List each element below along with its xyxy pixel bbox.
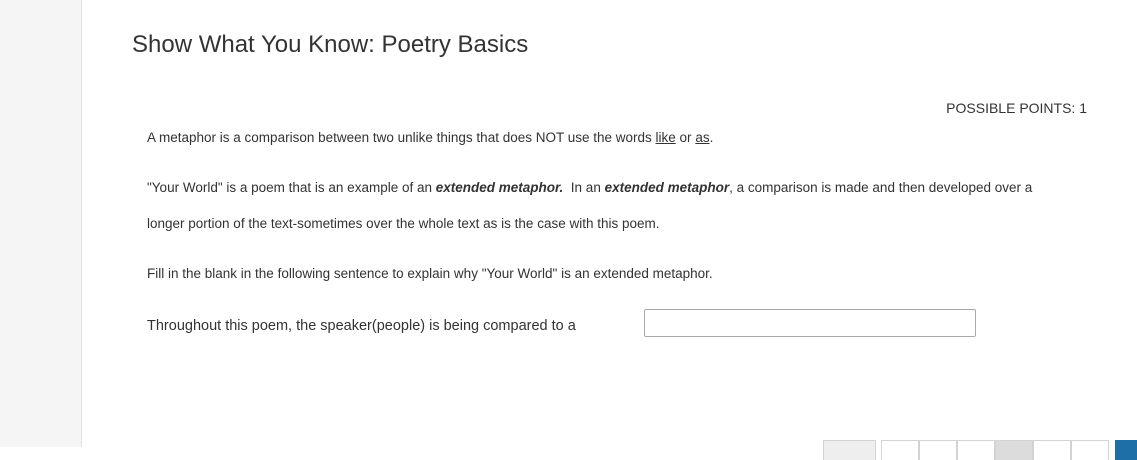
pager-item-current[interactable] bbox=[995, 440, 1033, 460]
pager-item[interactable] bbox=[1033, 440, 1071, 460]
pager-item[interactable] bbox=[957, 440, 995, 460]
extended-metaphor-intro-continued: longer portion of the text-sometimes over the whole text as is the case with this poem. bbox=[147, 216, 660, 231]
next-button[interactable] bbox=[1115, 440, 1137, 460]
instructions: Fill in the blank in the following sentence to explain why "Your World" is an extended metaphor. bbox=[147, 266, 713, 281]
pager-previous-button[interactable] bbox=[823, 440, 876, 460]
pager-item[interactable] bbox=[919, 440, 957, 460]
fill-in-sentence: Throughout this poem, the speaker(people) is being compared to a bbox=[147, 318, 576, 334]
emphasis-term: extended metaphor. bbox=[435, 180, 564, 195]
page-title: Show What You Know: Poetry Basics bbox=[132, 31, 529, 58]
pager-item[interactable] bbox=[881, 440, 919, 460]
word-like: like bbox=[655, 130, 676, 145]
word-as: as bbox=[695, 130, 710, 145]
left-sidebar bbox=[0, 0, 82, 447]
main-content bbox=[82, 0, 1137, 447]
answer-blank-input[interactable] bbox=[644, 309, 976, 337]
extended-metaphor-intro: "Your World" is a poem that is an example of an extended metaphor. In an extended metaphor, a comparison is made and then developed over a bbox=[147, 180, 1033, 195]
metaphor-definition: A metaphor is a comparison between two unlike things that does NOT use the words like or as. bbox=[147, 130, 714, 145]
question-pager bbox=[823, 440, 1109, 460]
pager-item[interactable] bbox=[1071, 440, 1109, 460]
emphasis-term: extended metaphor bbox=[604, 180, 730, 195]
possible-points: POSSIBLE POINTS: 1 bbox=[946, 100, 1087, 116]
